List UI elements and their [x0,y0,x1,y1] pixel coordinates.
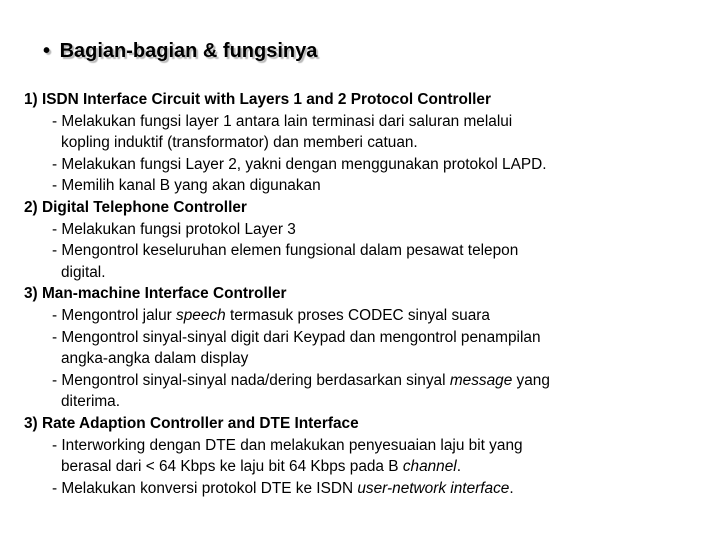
emphasis-text: speech [176,306,226,324]
emphasis-text: channel [402,458,457,476]
section-heading: 3) Rate Adaption Controller and DTE Interface [24,414,359,432]
emphasis-text: message [449,371,513,389]
text-segment: - Melakukan konversi protokol DTE ke ISDN [52,479,358,497]
text-segment: . [456,458,462,476]
emphasis-text: user-network interface [357,479,510,497]
section-heading: 3) Man-machine Interface Controller [24,285,287,303]
section-heading: 1) ISDN Interface Circuit with Layers 1 and 2 Protocol Controller [24,91,491,108]
bullet-icon: • [43,40,51,62]
body-line: kopling induktif (transformator) dan memberi catuan. [61,134,418,152]
body-line [52,305,550,327]
text-segment: - Mengontrol sinyal-sinyal nada/dering berdasarkan sinyal [52,371,450,389]
slide-title [43,40,317,63]
text-segment: yang [512,371,550,389]
body-line: - Interworking dengan DTE dan melakukan penyesuaian laju bit yang [52,436,523,454]
text-segment: - Mengontrol jalur [52,306,177,324]
body-line: - Memilih kanal B yang akan digunakan [52,177,321,195]
body-line: - Mengontrol keseluruhan elemen fungsional dalam pesawat telepon [52,242,519,260]
body-line: diterima. [61,393,121,411]
body-line [61,456,559,478]
body-line: - Melakukan fungsi protokol Layer 3 [52,220,296,238]
body-line: angka-angka dalam display [61,350,249,368]
text-segment: termasuk proses CODEC sinyal suara [225,306,490,324]
section-heading: 2) Digital Telephone Controller [24,198,247,216]
body-line [52,478,550,500]
body-line: - Melakukan fungsi Layer 2, yakni dengan menggunakan protokol LAPD. [52,155,547,173]
body-line: - Melakukan fungsi layer 1 antara lain terminasi dari saluran melalui [52,112,513,130]
body-line: digital. [61,263,106,281]
content-body [0,89,550,499]
text-segment: . [509,479,514,497]
slide-title-text: Bagian-bagian & fungsinya [59,40,318,62]
text-segment: berasal dari < 64 Kbps ke laju bit 64 Kbps pada B [61,458,403,476]
body-line: - Mengontrol sinyal-sinyal digit dari Keypad dan mengontrol penampilan [52,328,541,346]
body-line [52,370,550,392]
